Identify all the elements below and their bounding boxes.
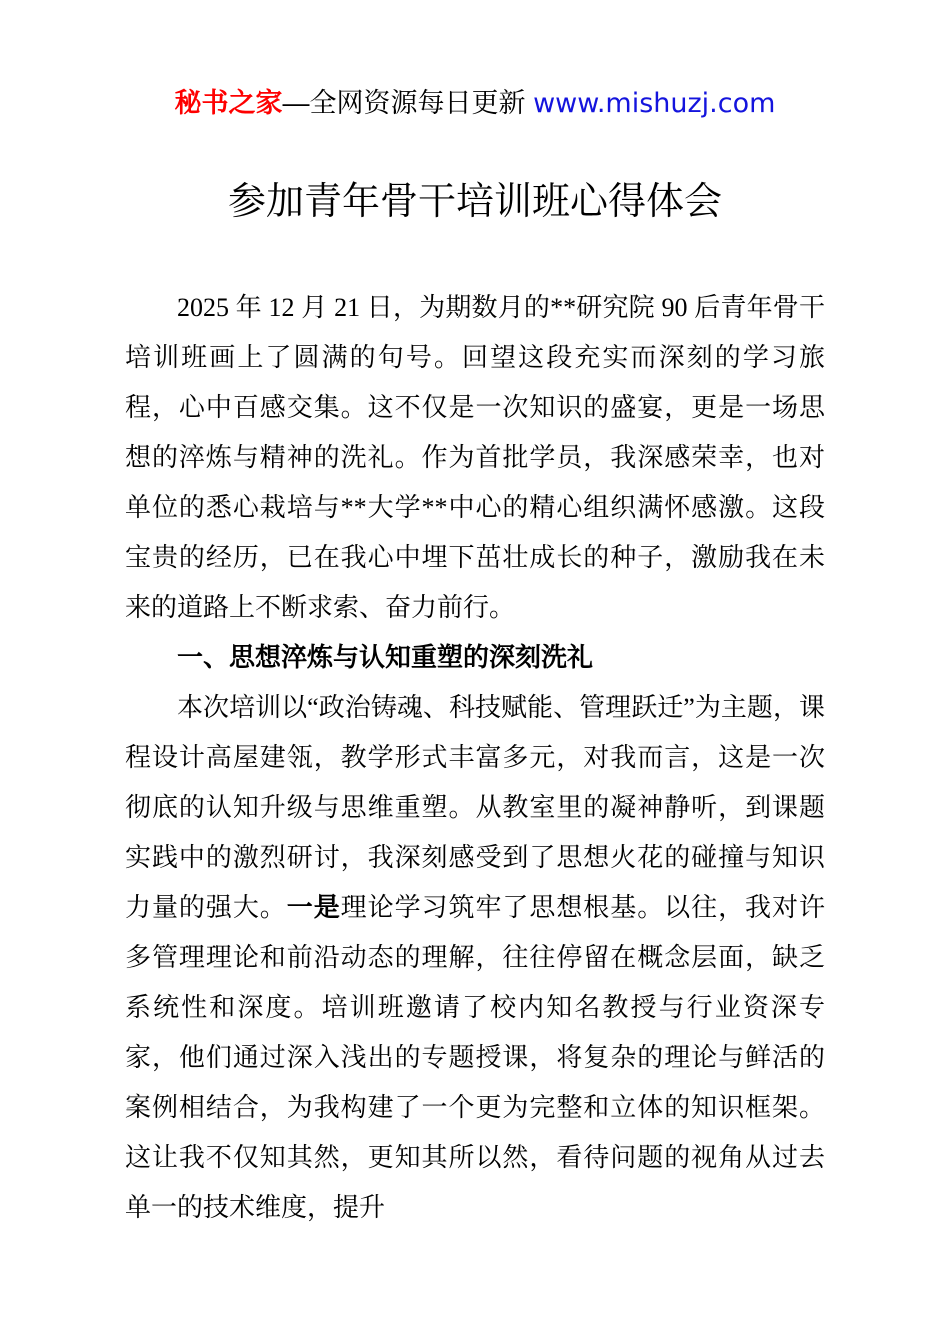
site-tagline: —全网资源每日更新	[282, 88, 534, 118]
site-header	[0, 86, 950, 121]
paragraph-section-1	[125, 683, 825, 1233]
paragraph-section-1-bold-lead: 一是	[286, 893, 341, 922]
paragraph-section-1-text-cont: 理论学习筑牢了思想根基。以往，我对许多管理理论和前沿动态的理解，往往停留在概念层面，缺乏系统性和深度。培训班邀请了校内知名教授与行业资深专家，他们通过深入浅出的专题授课，将复杂的理论与鲜活的案例相结合，为我构建了一个更为完整和立体的知识框架。这让我不仅知其然，更知其所以然，看待问题的视角从过去单一的技术维度，提升	[125, 893, 825, 1222]
paragraph-intro: 2025 年 12 月 21 日，为期数月的**研究院 90 后青年骨干培训班画上了圆满的句号。回望这段充实而深刻的学习旅程，心中百感交集。这不仅是一次知识的盛宴，更是一场思想的淬炼与精神的洗礼。作为首批学员，我深感荣幸，也对单位的悉心栽培与**大学**中心的精心组织满怀感激。这段宝贵的经历，已在我心中埋下茁壮成长的种子，激励我在未来的道路上不断求索、奋力前行。	[125, 293, 825, 622]
section-heading-1: 一、思想淬炼与认知重塑的深刻洗礼	[177, 643, 594, 672]
document-body	[125, 283, 825, 1233]
document-title: 参加青年骨干培训班心得体会	[227, 181, 722, 223]
site-brand: 秘书之家	[174, 88, 283, 118]
paragraph-section-1-text: 本次培训以“政治铸魂、科技赋能、管理跃迁”为主题，课程设计高屋建瓴，教学形式丰富多元，对我而言，这是一次彻底的认知升级与思维重塑。从教室里的凝神静听，到课题实践中的激烈研讨，我深刻感受到了思想火花的碰撞与知识力量的强大。	[125, 693, 825, 922]
site-url-link[interactable]: www.mishuzj.com	[533, 88, 776, 119]
